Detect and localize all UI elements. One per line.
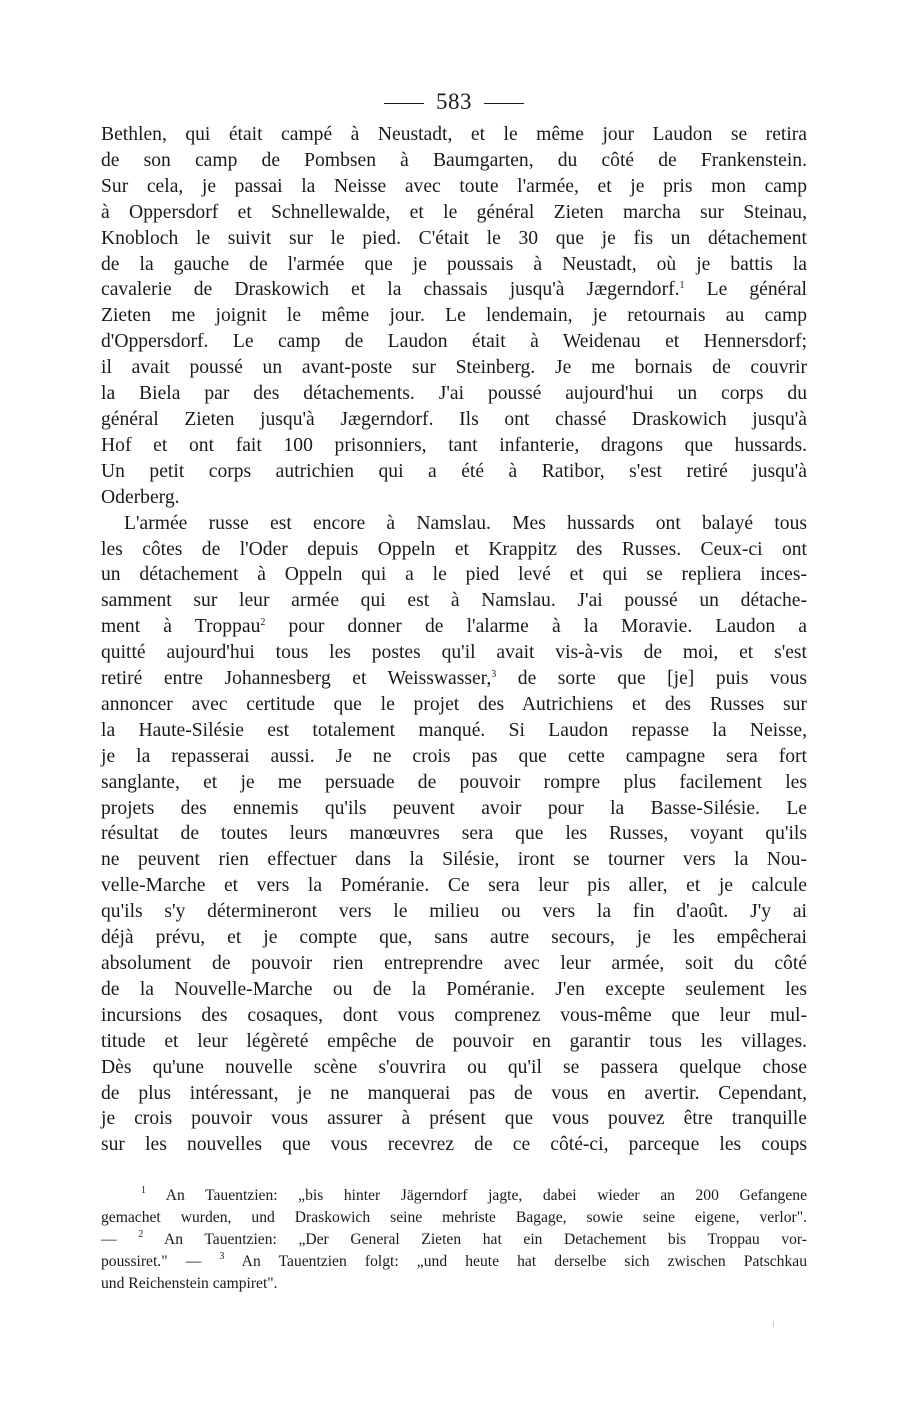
footnote-line (101, 1251, 807, 1273)
text-line: de plus intéressant, je ne manquerai pas de vous en avertir. Cependant, (101, 1082, 807, 1104)
text-line: déjà prévu, et je compte que, sans autre secours, je les empêcherai (101, 927, 807, 949)
footnote-line: gemachet wurden, und Draskowich seine mehriste Bagage, sowie seine eigene, verlor". (101, 1209, 807, 1227)
text-line: incursions des cosaques, dont vous comprenez vous-même que leur mul- (101, 1004, 807, 1026)
text-segment: — (101, 1231, 139, 1249)
text-line: un détachement à Oppeln qui a le pied levé et qui se repliera inces- (101, 564, 807, 586)
page-number: 583 (436, 89, 472, 114)
text-segment: de sorte que [je] puis vous (496, 668, 807, 690)
header-rule-left (384, 103, 424, 104)
footnote-line (101, 1185, 807, 1207)
text-segment: cavalerie de Draskowich et la chassais jusqu'à Jægerndorf. (101, 279, 680, 301)
text-line: L'armée russe est encore à Namslau. Mes hussards ont balayé tous (124, 512, 807, 534)
text-line: projets des ennemis qu'ils peuvent avoir pour la Basse-Silésie. Le (101, 797, 807, 819)
text-line: je la repasserai aussi. Je ne crois pas que cette campagne sera fort (101, 745, 807, 767)
body-text (101, 122, 807, 1158)
text-line: il avait poussé un avant-poste sur Steinberg. Je me bornais de couvrir (101, 357, 807, 379)
text-line: Un petit corps autrichien qui a été à Ratibor, s'est retiré jusqu'à (101, 460, 807, 482)
text-line: velle-Marche et vers la Poméranie. Ce sera leur pis aller, et je calcule (101, 875, 807, 897)
text-line (101, 277, 807, 303)
footnote-line (101, 1229, 807, 1251)
text-segment: An Tauentzien folgt: „und heute hat derselbe sich zwischen Patschkau (224, 1253, 807, 1271)
text-segment: poussiret." — (101, 1253, 220, 1271)
text-line: sanglante, et je me persuade de pouvoir rompre plus facilement les (101, 771, 807, 793)
text-segment: retiré entre Johannesberg et Weisswasser, (101, 668, 492, 690)
footnote-marker: 2 (138, 1229, 144, 1241)
text-line: Hof et ont fait 100 prisonniers, tant infanterie, dragons que hussards. (101, 434, 807, 456)
text-line: de la gauche de l'armée que je poussais à Neustadt, où je battis la (101, 253, 807, 275)
text-segment: An Tauentzien: „Der General Zieten hat ein Detachement bis Troppau vor- (143, 1231, 807, 1249)
text-line: samment sur leur armée qui est à Namslau. J'ai poussé un détache- (101, 590, 807, 612)
text-line: Knobloch le suivit sur le pied. C'était le 30 que je fis un détachement (101, 227, 807, 249)
text-line: Oderberg. (101, 486, 180, 508)
text-segment: Le général (684, 279, 807, 301)
header-rule-right (484, 103, 524, 104)
text-line: de son camp de Pombsen à Baumgarten, du côté de Frankenstein. (101, 149, 807, 171)
footnote-marker: 3 (491, 669, 497, 681)
text-line: Sur cela, je passai la Neisse avec toute l'armée, et je pris mon camp (101, 175, 807, 197)
text-line: les côtes de l'Oder depuis Oppeln et Krappitz des Russes. Ceux-ci ont (101, 538, 807, 560)
footnote-marker: 1 (141, 1185, 146, 1197)
text-line: résultat de toutes leurs manœuvres sera que les Russes, voyant qu'ils (101, 823, 807, 845)
text-segment: An Tauentzien: „bis hinter Jägerndorf jagte, dabei wieder an 200 Gefangene (146, 1187, 807, 1205)
footnote-marker: 3 (219, 1251, 225, 1263)
footnote-marker: 2 (260, 617, 266, 629)
scan-speck (773, 1322, 774, 1327)
text-line: sur les nouvelles que vous recevrez de ce côté-ci, parceque les coups (101, 1134, 807, 1156)
text-line: à Oppersdorf et Schnellewalde, et le général Zieten marcha sur Steinau, (101, 201, 807, 223)
text-line: titude et leur légèreté empêche de pouvoir en garantir tous les villages. (101, 1030, 807, 1052)
text-line: Bethlen, qui était campé à Neustadt, et le même jour Laudon se retira (101, 124, 807, 145)
page-header (101, 88, 807, 122)
text-line: Dès qu'une nouvelle scène s'ouvrira ou qu'il se passera quelque chose (101, 1056, 807, 1078)
footnote-line: und Reichenstein campiret". (101, 1275, 278, 1293)
text-line: la Biela par des détachements. J'ai poussé aujourd'hui un corps du (101, 383, 807, 405)
text-line: d'Oppersdorf. Le camp de Laudon était à Weidenau et Hennersdorf; (101, 331, 807, 353)
text-line: absolument de pouvoir rien entreprendre avec leur armée, soit du côté (101, 953, 807, 974)
text-line (101, 614, 807, 640)
text-line: qu'ils s'y détermineront vers le milieu ou vers la fin d'août. J'y ai (101, 901, 807, 923)
text-segment: pour donner de l'alarme à la Moravie. Laudon a (265, 616, 807, 638)
text-line: ne peuvent rien effectuer dans la Silésie, iront se tourner vers la Nou- (101, 849, 807, 871)
footnote-marker: 1 (679, 280, 685, 292)
text-line: général Zieten jusqu'à Jægerndorf. Ils ont chassé Draskowich jusqu'à (101, 408, 807, 430)
footnotes (101, 1185, 807, 1295)
text-line: je crois pouvoir vous assurer à présent que vous pouvez être tranquille (101, 1108, 807, 1130)
text-line: quitté aujourd'hui tous les postes qu'il avait vis-à-vis de moi, et s'est (101, 642, 807, 664)
text-line: annoncer avec certitude que le projet des Autrichiens et des Russes sur (101, 693, 807, 715)
book-page (101, 88, 807, 1295)
text-line: Zieten me joignit le même jour. Le lendemain, je retournais au camp (101, 305, 807, 327)
text-line: la Haute-Silésie est totalement manqué. Si Laudon repasse la Neisse, (101, 719, 807, 741)
text-line: de la Nouvelle-Marche ou de la Poméranie. J'en excepte seulement les (101, 978, 807, 1000)
text-segment: ment à Troppau (101, 616, 261, 638)
text-line (101, 666, 807, 692)
